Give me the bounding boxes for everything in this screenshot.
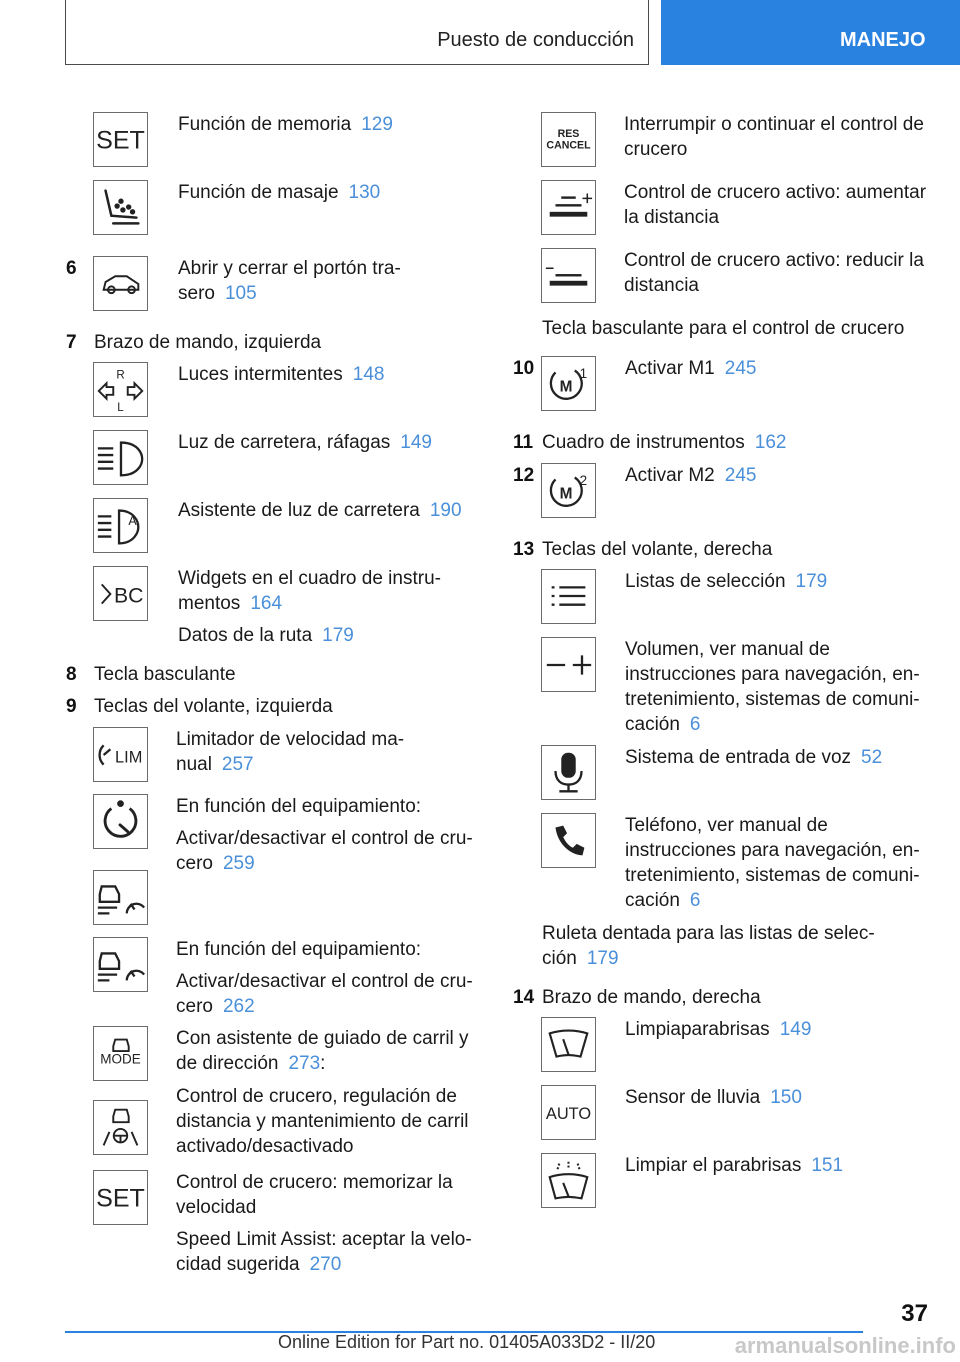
page-ref[interactable]: 52 — [861, 747, 883, 768]
lane-control-text: Control de crucero, regulación de distancia y mantenimiento de carril activado/desactivado — [176, 1086, 469, 1157]
svg-text:1: 1 — [579, 366, 588, 382]
page-ref[interactable]: 129 — [361, 114, 393, 135]
rocker-note: Tecla basculante para el control de crucero — [542, 318, 905, 339]
active-cruise-icon — [93, 870, 148, 925]
item-number-13: 13 — [513, 539, 535, 560]
high-beam-text: Luz de carretera, ráfagas 149 — [178, 432, 432, 453]
high-beam-icon — [93, 430, 148, 485]
page-ref[interactable]: 179 — [586, 948, 619, 969]
page-ref[interactable]: 149 — [400, 432, 432, 453]
item-title-8: Tecla basculante — [94, 664, 236, 685]
turn-signal-icon — [93, 362, 148, 417]
clean-windshield-text: Limpiar el parabrisas 151 — [625, 1155, 844, 1176]
item-title-9: Teclas del volante, izquierda — [94, 696, 333, 717]
selection-lists-text: Listas de selección 179 — [625, 571, 828, 592]
res-cancel-icon — [541, 112, 596, 167]
svg-text:MODE: MODE — [100, 1051, 141, 1067]
m1-icon — [541, 356, 596, 411]
memory-function-text: Función de memoria 129 — [178, 114, 393, 135]
voice-icon — [541, 745, 596, 800]
resume-cancel-text: Interrumpir o continuar el control de crucero — [624, 114, 924, 160]
activate-m1-text: Activar M1 245 — [625, 358, 757, 379]
voice-input-text: Sistema de entrada de voz 52 — [625, 747, 883, 768]
distance-decrease-icon — [541, 248, 596, 303]
watermark: armanualsonline.info — [734, 1333, 956, 1358]
bc-icon — [93, 566, 148, 621]
page-ref[interactable]: 130 — [348, 182, 381, 203]
page-ref[interactable]: 190 — [429, 500, 462, 521]
page-ref[interactable]: 164 — [250, 593, 283, 614]
page-ref[interactable]: 6 — [689, 714, 701, 735]
item-number-9: 9 — [66, 696, 77, 717]
item-title-11: Cuadro de instrumentos 162 — [542, 432, 787, 453]
page-number: 37 — [901, 1300, 928, 1327]
svg-text:BC: BC — [113, 584, 144, 608]
phone-icon — [541, 813, 596, 868]
item-number-10: 10 — [513, 358, 535, 379]
lim-icon — [93, 727, 148, 782]
set-icon-2 — [93, 1170, 148, 1225]
distance-increase-icon — [541, 180, 596, 235]
page-ref[interactable]: 262 — [222, 996, 255, 1017]
page-ref[interactable]: 151 — [811, 1155, 844, 1176]
activate-m2-text: Activar M2 245 — [625, 465, 757, 486]
lane-steering-icon — [93, 1100, 148, 1155]
cruise-control-icon — [93, 794, 148, 849]
section-tab — [661, 0, 960, 65]
m2-icon — [541, 463, 596, 518]
svg-text:SET: SET — [96, 126, 145, 155]
tailgate-icon — [93, 256, 148, 311]
page-ref[interactable]: 105 — [224, 283, 257, 304]
page-ref[interactable]: 179 — [795, 571, 828, 592]
svg-text:2: 2 — [579, 473, 588, 489]
page-ref[interactable]: 270 — [309, 1254, 342, 1275]
section-label: MANEJO — [840, 29, 926, 51]
thumbwheel-note: Ruleta dentada para las listas de selec- ción 179 — [542, 923, 875, 969]
active-cruise-text: En función del equipamiento: Activar/desactivar el control de cru- cero 262 — [176, 939, 473, 1017]
volume-icon — [541, 637, 596, 692]
washer-icon — [541, 1153, 596, 1208]
cruise-control-text: En función del equipamiento: Activar/desactivar el control de cru- cero 259 — [176, 796, 473, 874]
volume-text: Volumen, ver manual de instrucciones para navegación, en- tretenimiento, sistemas de comuni- cación 6 — [625, 639, 920, 735]
high-beam-assist-text: Asistente de luz de carretera 190 — [178, 500, 462, 521]
svg-text:A: A — [128, 514, 137, 529]
item-title-13: Teclas del volante, derecha — [542, 539, 773, 560]
page-ref[interactable]: 179 — [322, 625, 354, 646]
item-title-7: Brazo de mando, izquierda — [94, 332, 322, 353]
mode-icon — [93, 1026, 148, 1081]
lane-assist-text: Con asistente de guiado de carril y de dirección 273: — [176, 1028, 469, 1074]
svg-text:CANCEL: CANCEL — [546, 139, 591, 152]
svg-text:M: M — [559, 485, 573, 503]
page-ref[interactable]: 162 — [754, 432, 787, 453]
page-ref[interactable]: 257 — [221, 754, 254, 775]
item-number-11: 11 — [513, 432, 534, 453]
turn-signals-text: Luces intermitentes 148 — [178, 364, 385, 385]
increase-distance-text: Control de crucero activo: aumentar la distancia — [624, 182, 927, 228]
page-ref[interactable]: 6 — [689, 890, 701, 911]
svg-text:M: M — [559, 378, 573, 396]
massage-function-text: Función de masaje 130 — [178, 182, 381, 203]
list-icon — [541, 569, 596, 624]
decrease-distance-text: Control de crucero activo: reducir la distancia — [624, 250, 924, 296]
wiper-icon — [541, 1017, 596, 1072]
svg-text:RES: RES — [557, 128, 580, 141]
page-ref[interactable]: 149 — [779, 1019, 812, 1040]
item-number-14: 14 — [513, 987, 535, 1008]
massage-seat-icon — [93, 180, 148, 235]
page-ref[interactable]: 273 — [288, 1053, 321, 1074]
item-number-6: 6 — [66, 258, 77, 279]
item-number-12: 12 — [513, 465, 535, 486]
svg-text:L: L — [117, 402, 124, 415]
rain-sensor-text: Sensor de lluvia 150 — [625, 1087, 802, 1108]
svg-text:LIM: LIM — [115, 748, 143, 767]
page-ref[interactable]: 245 — [724, 465, 757, 486]
edition-text: Online Edition for Part no. 01405A033D2 - II/20 — [278, 1332, 656, 1352]
auto-icon — [541, 1085, 596, 1140]
memorize-speed-text: Control de crucero: memorizar la velocidad Speed Limit Assist: aceptar la velo- cidad sugerida 270 — [176, 1172, 472, 1275]
item-title-14: Brazo de mando, derecha — [542, 987, 761, 1008]
tailgate-text: Abrir y cerrar el portón tra- sero 105 — [178, 258, 401, 304]
page-ref[interactable]: 148 — [352, 364, 385, 385]
page-ref[interactable]: 259 — [222, 853, 255, 874]
item-number-7: 7 — [66, 332, 77, 353]
page-ref[interactable]: 245 — [724, 358, 757, 379]
svg-text:SET: SET — [96, 1184, 145, 1213]
wipers-text: Limpiaparabrisas 149 — [625, 1019, 812, 1040]
svg-text:AUTO: AUTO — [545, 1104, 592, 1123]
page-title: Puesto de conducción — [437, 29, 634, 51]
svg-text:R: R — [116, 369, 125, 382]
item-number-8: 8 — [66, 664, 77, 685]
active-cruise-icon-2 — [93, 937, 148, 992]
speed-limiter-text: Limitador de velocidad ma- nual 257 — [176, 729, 405, 775]
high-beam-assist-icon — [93, 498, 148, 553]
page-ref[interactable]: 150 — [770, 1087, 802, 1108]
phone-text: Teléfono, ver manual de instrucciones para navegación, en- tretenimiento, sistemas de comuni- cación 6 — [625, 815, 920, 911]
header-box — [65, 0, 649, 65]
set-icon — [93, 112, 148, 167]
widgets-text: Widgets en el cuadro de instru- mentos 164 Datos de la ruta 179 — [178, 568, 441, 646]
